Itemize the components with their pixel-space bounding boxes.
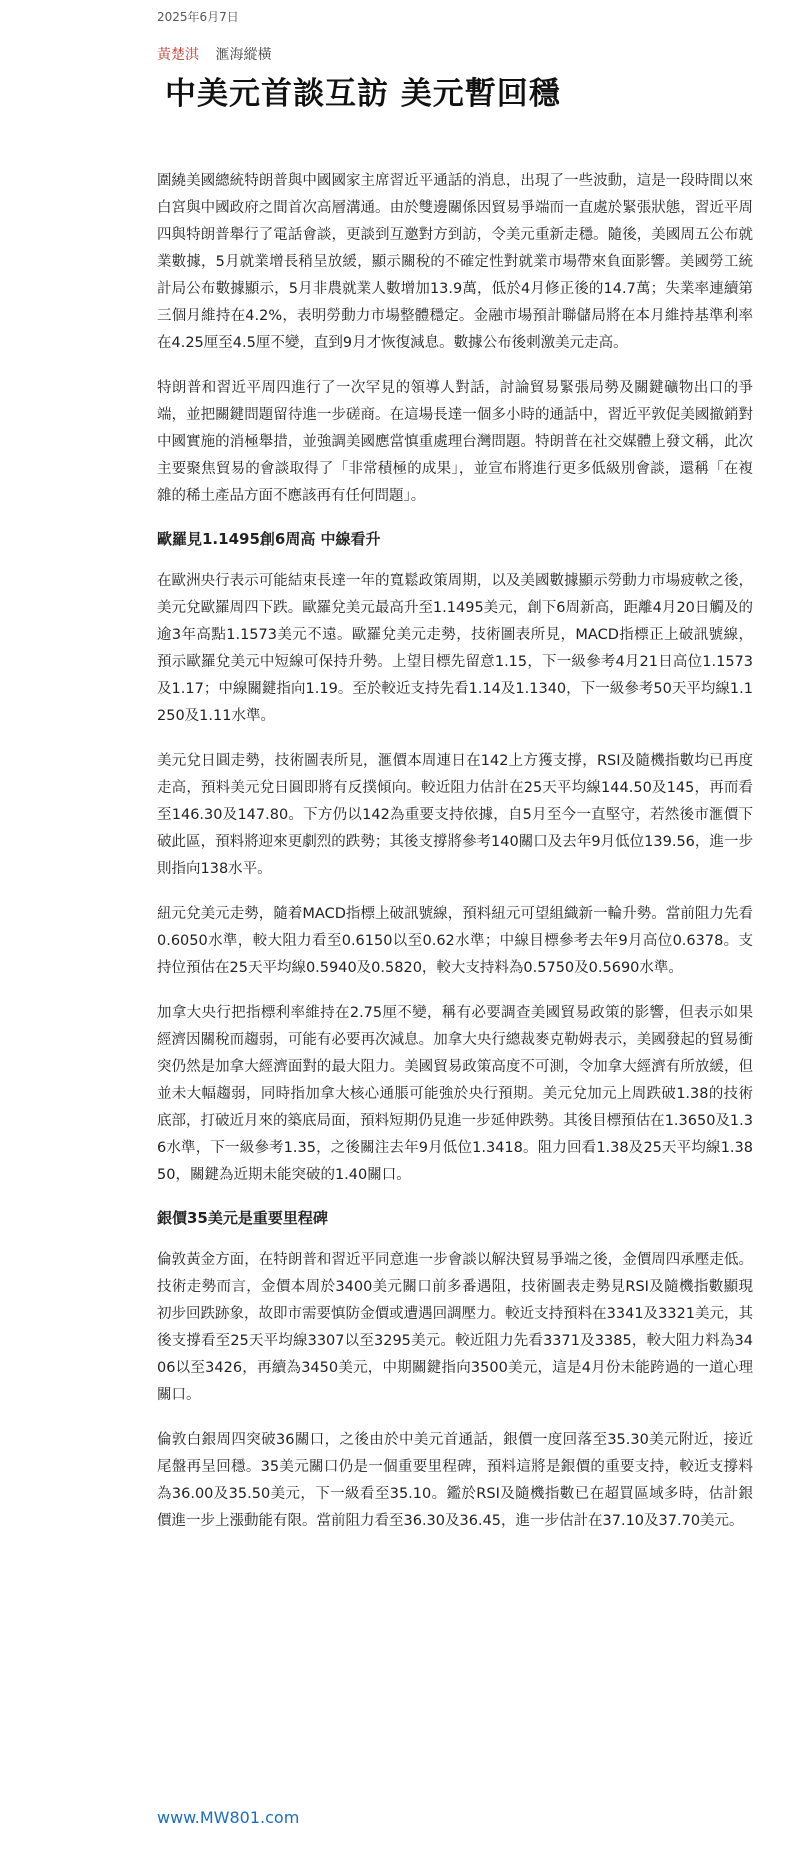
article-body bbox=[157, 168, 753, 1553]
paragraph: 紐元兌美元走勢，隨着MACD指標上破訊號線，預料紐元可望組織新一輪升勢。當前阻力先看0.6050水準，較大阻力看至0.6150以至0.62水準；中線目標參考去年9月高位0.6378。支持位預估在25天平均線0.5940及0.5820，較大支持料為0.5750及0.5690水準。 bbox=[157, 906, 753, 976]
section-heading: 歐羅見1.1495創6周高 中線看升 bbox=[157, 530, 381, 548]
section-heading: 銀價35美元是重要里程碑 bbox=[157, 1209, 328, 1227]
paragraph: 在歐洲央行表示可能結束長達一年的寬鬆政策周期，以及美國數據顯示勞動力市場疲軟之後，美元兌歐羅周四下跌。歐羅兌美元最高升至1.1495美元，創下6周新高，距離4月20日觸及的逾3年高點1.1573美元不遠。歐羅兌美元走勢，技術圖表所見，MACD指標正上破訊號線，預示歐羅兌美元中短線可保持升勢。上望目標先留意1.15，下一級參考4月21日高位1.1573及1.17；中線關鍵指向1.19。至於較近支持先看1.14及1.1340，下一級參考50天平均線1.1250及1.11水準。 bbox=[157, 573, 753, 724]
paragraph: 美元兌日圓走勢，技術圖表所見，滙價本周連日在142上方獲支撐，RSI及隨機指數均已再度走高，預料美元兌日圓即將有反撲傾向。較近阻力估計在25天平均線144.50及145，再而看至146.30及147.80。下方仍以142為重要支持依據，自5月至今一直堅守，若然後市滙價下破此區，預料將迎來更劇烈的跌勢；其後支撐將參考140關口及去年9月低位139.56，進一步則指向138水平。 bbox=[157, 753, 753, 877]
article-title: 中美元首談互訪 美元暫回穩 bbox=[165, 76, 561, 112]
paragraph: 特朗普和習近平周四進行了一次罕見的領導人對話，討論貿易緊張局勢及關鍵礦物出口的爭端，並把關鍵問題留待進一步磋商。在這場長達一個多小時的通話中，習近平敦促美國撤銷對中國實施的消極舉措，並強調美國應當慎重處理台灣問題。特朗普在社交媒體上發文稱，此次主要聚焦貿易的會談取得了「非常積極的成果」，並宣布將進行更多低級別會談，還稱「在複雜的稀土產品方面不應該再有任何問題」。 bbox=[157, 380, 753, 504]
publish-date: 2025年6月7日 bbox=[157, 10, 239, 24]
byline bbox=[157, 44, 271, 64]
paragraph: 加拿大央行把指標利率維持在2.75厘不變，稱有必要調查美國貿易政策的影響，但表示如果經濟因關稅而趨弱，可能有必要再次減息。加拿大央行總裁麥克勒姆表示，美國發起的貿易衝突仍然是加拿大經濟面對的最大阻力。美國貿易政策高度不可測，令加拿大經濟有所放緩，但並未大幅趨弱，同時指加拿大核心通脹可能強於央行預期。美元兌加元上周跌破1.38的技術底部，打破近月來的築底局面，預料短期仍見進一步延伸跌勢。其後目標預估在1.3650及1.36水準，下一級參考1.35，之後關注去年9月低位1.3418。阻力回看1.38及25天平均線1.3850，關鍵為近期未能突破的1.40關口。 bbox=[157, 1005, 753, 1183]
author-name[interactable]: 黃楚淇 bbox=[157, 47, 199, 63]
paragraph: 倫敦白銀周四突破36關口，之後由於中美元首通話，銀價一度回落至35.30美元附近，接近尾盤再呈回穩。35美元關口仍是一個重要里程碑，預料這將是銀價的重要支持，較近支撐料為36.00及35.50美元，下一級看至35.10。鑑於RSI及隨機指數已在超買區域多時，估計銀價進一步上漲動能有限。當前阻力看至36.30及36.45，進一步估計在37.10及37.70美元。 bbox=[157, 1432, 753, 1529]
column-name: 滙海縱橫 bbox=[215, 47, 272, 63]
paragraph: 倫敦黃金方面，在特朗普和習近平同意進一步會談以解決貿易爭端之後，金價周四承壓走低。技術走勢而言，金價本周於3400美元關口前多番遇阻，技術圖表走勢見RSI及隨機指數顯現初步回跌跡象，故即市需要慎防金價或遭遇回調壓力。較近支持預料在3341及3321美元，其後支撐看至25天平均線3307以至3295美元。較近阻力先看3371及3385，較大阻力料為3406以至3426，再續為3450美元，中期關鍵指向3500美元，這是4月份未能跨過的一道心理關口。 bbox=[157, 1252, 753, 1403]
website-link[interactable]: www.MW801.com bbox=[157, 1808, 300, 1827]
paragraph: 圍繞美國總統特朗普與中國國家主席習近平通話的消息，出現了一些波動，這是一段時間以來白宮與中國政府之間首次高層溝通。由於雙邊關係因貿易爭端而一直處於緊張狀態，習近平周四與特朗普舉行了電話會談，更談到互邀對方到訪，令美元重新走穩。隨後，美國周五公布就業數據，5月就業增長稍呈放緩，顯示關稅的不確定性對就業市場帶來負面影響。美國勞工統計局公布數據顯示，5月非農就業人數增加13.9萬，低於4月修正後的14.7萬；失業率連續第三個月維持在4.2%，表明勞動力市場整體穩定。金融市場預計聯儲局將在本月維持基準利率在4.25厘至4.5厘不變，直到9月才恢復減息。數據公布後刺激美元走高。 bbox=[157, 173, 753, 351]
